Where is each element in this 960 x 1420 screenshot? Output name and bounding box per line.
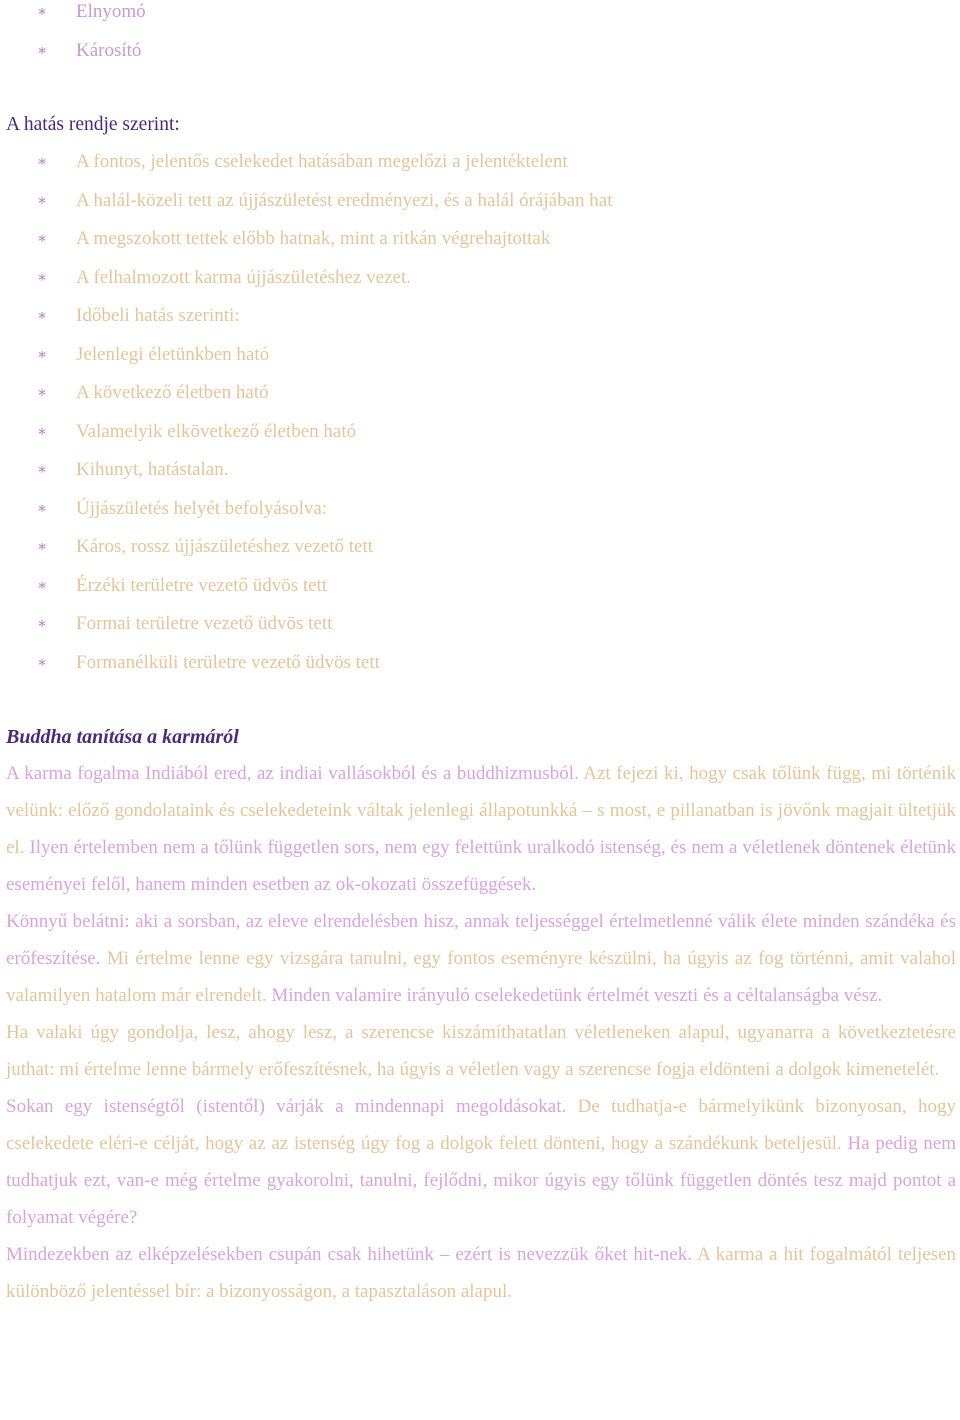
paragraph: A karma fogalma Indiából ered, az indiai vallásokból és a buddhizmusból. Azt fejezi ki, hogy csak tőlünk függ, mi történik velünk: előző gondolataink és cselekedeteink váltak jelenlegi állapotunkká – s most, e pillanatban is jövőnk magjait ültetjük el. Ilyen értelemben nem a tőlünk független sors, nem egy felettünk uralkodó istenség, és nem a véletlenek döntenek életünk eseményei felől, hanem minden esetben az ok-okozati összefüggések.: [6, 763, 957, 895]
section-heading: A hatás rendje szerint:: [6, 114, 180, 135]
asterisk-bullet-icon: ∗: [37, 500, 48, 517]
asterisk-bullet-icon: ∗: [37, 385, 48, 401]
asterisk-bullet-icon: ∗: [37, 231, 48, 247]
list-item: ∗ Káros, rossz újjászületéshez vezető tett: [0, 528, 960, 567]
asterisk-bullet-icon: ∗: [37, 154, 48, 170]
list-item: ∗ A halál-közeli tett az újjászületést eredményezi, és a halál órájában hat: [0, 182, 960, 221]
list-item: ∗ Kihunyt, hatástalan.: [0, 451, 960, 490]
list-item: ∗ A felhalmozott karma újjászületéshez vezet.: [0, 259, 960, 298]
asterisk-bullet-icon: ∗: [37, 308, 48, 324]
asterisk-bullet-icon: ∗: [37, 616, 48, 632]
list-item: ∗ A megszokott tettek előbb hatnak, mint a ritkán végrehajtottak: [0, 220, 960, 259]
paragraph: Ha valaki úgy gondolja, lesz, ahogy lesz, a szerencse kiszámíthatatlan véletleneken alapul, ugyanarra a következtetésre juthat: mi értelme lenne bármely erőfeszítésnek, ha úgyis a véletlen vagy a szerencse fogja eldönteni a dolgok kimenetelét.: [6, 1022, 956, 1080]
asterisk-bullet-icon: ∗: [37, 423, 48, 440]
list-item: ∗ Időbeli hatás szerinti:: [0, 297, 960, 336]
list-item: ∗ Valamelyik elkövetkező életben ható: [0, 413, 960, 452]
article-title: Buddha tanítása a karmáról: [6, 726, 239, 748]
paragraph: Sokan egy istenségtől (istentől) várják a mindennapi megoldásokat. De tudhatja-e bármelyikünk bizonyosan, hogy cselekedete eléri-e célját, hogy az az istenség úgy fog a dolgok felett dönteni, hogy a szándékunk beteljesül. Ha pedig nem tudhatjuk ezt, van-e még értelme gyakorolni, tanulni, fejlődni, mikor úgyis egy tőlünk független döntés tesz majd pontot a folyamat végére?: [6, 1096, 957, 1228]
list-item: ∗ Jelenlegi életünkben ható: [0, 336, 960, 375]
asterisk-bullet-icon: ∗: [37, 346, 48, 363]
list-item: ∗ Elnyomó: [0, 0, 960, 32]
article-body: [6, 755, 956, 1310]
asterisk-bullet-icon: ∗: [37, 4, 48, 20]
asterisk-bullet-icon: ∗: [37, 577, 48, 594]
paragraph: Könnyű belátni: aki a sorsban, az eleve elrendelésben hisz, annak teljességgel értelmetlenné válik élete minden szándéka és erőfeszítése. Mi értelme lenne egy vizsgára tanulni, egy fontos eseményre készülni, ha úgyis az fog történni, amit valahol valamilyen hatalom már elrendelt. Minden valamire irányuló cselekedetünk értelmét veszti és a céltalanságba vész.: [6, 911, 957, 1006]
list-item: ∗ Formanélküli területre vezető üdvös tett: [0, 644, 960, 683]
effect-bullet-list: [0, 143, 960, 682]
paragraph: Mindezekben az elképzelésekben csupán csak hihetünk – ezért is nevezzük őket hit-nek. A karma a hit fogalmától teljesen különböző jelentéssel bír: a bizonyosságon, a tapasztaláson alapul.: [6, 1244, 957, 1302]
list-item: ∗ Formai területre vezető üdvös tett: [0, 605, 960, 644]
list-item: ∗ A következő életben ható: [0, 374, 960, 413]
asterisk-bullet-icon: ∗: [37, 269, 48, 286]
asterisk-bullet-icon: ∗: [37, 539, 48, 555]
list-item: ∗ A fontos, jelentős cselekedet hatásában megelőzi a jelentéktelent: [0, 143, 960, 182]
list-item: ∗ Újjászületés helyét befolyásolva:: [0, 490, 960, 529]
asterisk-bullet-icon: ∗: [37, 42, 48, 59]
asterisk-bullet-icon: ∗: [37, 192, 48, 209]
asterisk-bullet-icon: ∗: [37, 654, 48, 671]
list-item: ∗ Érzéki területre vezető üdvös tett: [0, 567, 960, 606]
asterisk-bullet-icon: ∗: [37, 462, 48, 478]
list-item: ∗ Károsító: [0, 32, 960, 71]
top-bullet-list: [0, 0, 960, 70]
